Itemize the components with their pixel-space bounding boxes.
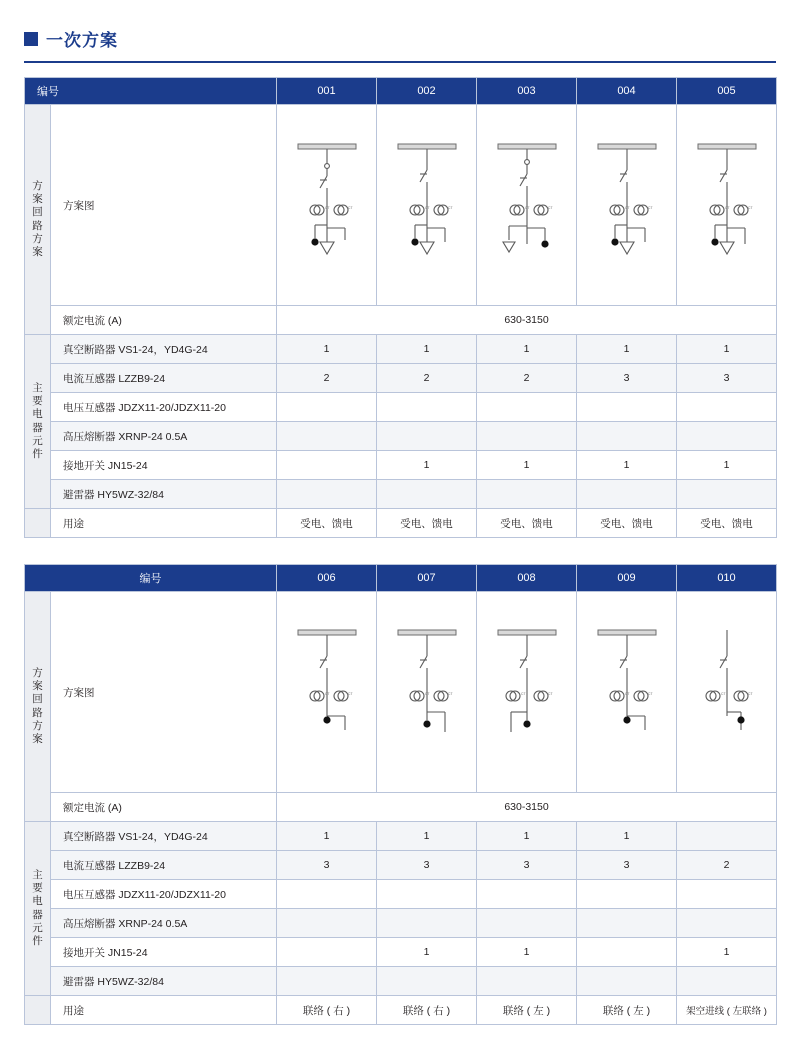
- cell-fuse-001: [277, 422, 377, 451]
- row-label-fuse-2: 高压熔断器 XRNP-24 0.5A: [51, 909, 277, 938]
- svg-text:CT: CT: [747, 691, 753, 696]
- cell-es-008: 1: [477, 938, 577, 967]
- cell-pt-001: [277, 393, 377, 422]
- cell-vcb-004: 1: [577, 335, 677, 364]
- cell-vcb-006: 1: [277, 822, 377, 851]
- row-label-arrester: 避雷器 HY5WZ-32/84: [51, 480, 277, 509]
- table-row: [25, 880, 777, 909]
- side-label-components-2: 主要电器元件: [25, 822, 51, 996]
- cell-pt-007: [377, 880, 477, 909]
- cell-usage-008: 联络 ( 左 ): [477, 996, 577, 1025]
- cell-usage-002: 受电、馈电: [377, 509, 477, 538]
- svg-text:CT: CT: [347, 691, 353, 696]
- cell-vcb-008: 1: [477, 822, 577, 851]
- cell-vcb-005: 1: [677, 335, 777, 364]
- cell-arr-009: [577, 967, 677, 996]
- cell-ct-003: 2: [477, 364, 577, 393]
- rated-current-value-2: 630-3150: [277, 793, 777, 822]
- cell-arr-006: [277, 967, 377, 996]
- row-label-usage-2: 用途: [51, 996, 277, 1025]
- scheme-diagram-row: [25, 105, 777, 306]
- header-code-005: 005: [677, 78, 777, 105]
- diagram-008: [477, 592, 577, 793]
- cell-usage-009: 联络 ( 左 ): [577, 996, 677, 1025]
- diagram-003: [477, 105, 577, 306]
- cell-vcb-007: 1: [377, 822, 477, 851]
- svg-text:CT: CT: [424, 206, 430, 210]
- row-label-earthing-switch-2: 接地开关 JN15-24: [51, 938, 277, 967]
- svg-text:CT: CT: [324, 206, 330, 210]
- cell-pt-010: [677, 880, 777, 909]
- cell-arr-003: [477, 480, 577, 509]
- row-label-vcb-2: 真空断路器 VS1-24，YD4G-24: [51, 822, 277, 851]
- row-label-ct: 电流互感器 LZZB9-24: [51, 364, 277, 393]
- usage-row-2: [25, 996, 777, 1025]
- table-row: [25, 967, 777, 996]
- cell-arr-010: [677, 967, 777, 996]
- cell-vcb-010: [677, 822, 777, 851]
- cell-es-005: 1: [677, 451, 777, 480]
- page-title-row: [24, 0, 776, 61]
- title-marker-icon: [24, 32, 38, 46]
- svg-text:CT: CT: [724, 206, 730, 210]
- svg-text:CT: CT: [624, 206, 630, 210]
- cell-usage-001: 受电、馈电: [277, 509, 377, 538]
- scheme-table-1: [24, 77, 777, 538]
- table-row: [25, 822, 777, 851]
- svg-text:CT: CT: [547, 206, 553, 210]
- cell-vcb-009: 1: [577, 822, 677, 851]
- svg-text:CT: CT: [520, 691, 526, 696]
- svg-text:CT: CT: [447, 691, 453, 696]
- cell-fuse-005: [677, 422, 777, 451]
- header-code-001: 001: [277, 78, 377, 105]
- svg-text:CT: CT: [424, 691, 430, 696]
- table-header-row: [25, 78, 777, 105]
- svg-text:CT: CT: [720, 691, 726, 696]
- cell-vcb-002: 1: [377, 335, 477, 364]
- header-code-006: 006: [277, 565, 377, 592]
- svg-text:CT: CT: [447, 206, 453, 210]
- cell-arr-008: [477, 967, 577, 996]
- table-row: [25, 393, 777, 422]
- scheme-table-2: [24, 564, 777, 1025]
- header-code-008: 008: [477, 565, 577, 592]
- page-title: 一次方案: [46, 31, 118, 50]
- header-code-003: 003: [477, 78, 577, 105]
- table-row: [25, 480, 777, 509]
- cell-ct-005: 3: [677, 364, 777, 393]
- cell-es-002: 1: [377, 451, 477, 480]
- diagram-010: [677, 592, 777, 793]
- cell-pt-003: [477, 393, 577, 422]
- title-divider: [24, 61, 776, 63]
- cell-arr-002: [377, 480, 477, 509]
- cell-vcb-003: 1: [477, 335, 577, 364]
- row-label-vcb: 真空断路器 VS1-24，YD4G-24: [51, 335, 277, 364]
- cell-fuse-009: [577, 909, 677, 938]
- header-code-label-2: 编号: [25, 565, 277, 592]
- rated-current-value: 630-3150: [277, 306, 777, 335]
- cell-pt-008: [477, 880, 577, 909]
- cell-fuse-004: [577, 422, 677, 451]
- side-label-scheme: 方案回路方案: [25, 105, 51, 335]
- row-label-usage: 用途: [51, 509, 277, 538]
- cell-es-009: [577, 938, 677, 967]
- cell-fuse-007: [377, 909, 477, 938]
- cell-usage-004: 受电、馈电: [577, 509, 677, 538]
- cell-ct-001: 2: [277, 364, 377, 393]
- rated-current-row: [25, 306, 777, 335]
- cell-usage-006: 联络 ( 右 ): [277, 996, 377, 1025]
- svg-text:CT: CT: [547, 691, 553, 696]
- row-label-arrester-2: 避雷器 HY5WZ-32/84: [51, 967, 277, 996]
- cell-ct-009: 3: [577, 851, 677, 880]
- header-code-label: 编号: [25, 78, 277, 105]
- row-label-rated-current: 额定电流 (A): [51, 306, 277, 335]
- cell-fuse-003: [477, 422, 577, 451]
- cell-arr-005: [677, 480, 777, 509]
- cell-pt-002: [377, 393, 477, 422]
- cell-ct-002: 2: [377, 364, 477, 393]
- cell-ct-008: 3: [477, 851, 577, 880]
- table-row: [25, 422, 777, 451]
- row-label-fuse: 高压熔断器 XRNP-24 0.5A: [51, 422, 277, 451]
- cell-ct-010: 2: [677, 851, 777, 880]
- diagram-009: [577, 592, 677, 793]
- cell-pt-006: [277, 880, 377, 909]
- cell-es-001: [277, 451, 377, 480]
- cell-es-010: 1: [677, 938, 777, 967]
- side-label-scheme-2: 方案回路方案: [25, 592, 51, 822]
- row-label-pt-2: 电压互感器 JDZX11-20/JDZX11-20: [51, 880, 277, 909]
- cell-es-004: 1: [577, 451, 677, 480]
- cell-es-006: [277, 938, 377, 967]
- svg-text:CT: CT: [624, 691, 630, 696]
- cell-ct-004: 3: [577, 364, 677, 393]
- side-label-empty-2: [25, 996, 51, 1025]
- svg-text:CT: CT: [647, 206, 653, 210]
- side-label-components: 主要电器元件: [25, 335, 51, 509]
- cell-usage-005: 受电、馈电: [677, 509, 777, 538]
- cell-usage-003: 受电、馈电: [477, 509, 577, 538]
- diagram-004: [577, 105, 677, 306]
- header-code-004: 004: [577, 78, 677, 105]
- usage-row: [25, 509, 777, 538]
- header-code-007: 007: [377, 565, 477, 592]
- cell-pt-005: [677, 393, 777, 422]
- table-row: [25, 335, 777, 364]
- svg-text:CT: CT: [747, 206, 753, 210]
- side-label-empty: [25, 509, 51, 538]
- table-gap: [24, 538, 776, 564]
- cell-fuse-006: [277, 909, 377, 938]
- row-label-ct-2: 电流互感器 LZZB9-24: [51, 851, 277, 880]
- cell-ct-006: 3: [277, 851, 377, 880]
- diagram-007: [377, 592, 477, 793]
- scheme-diagram-row-2: [25, 592, 777, 793]
- table-header-row-2: [25, 565, 777, 592]
- header-code-010: 010: [677, 565, 777, 592]
- cell-pt-004: [577, 393, 677, 422]
- table-row: [25, 909, 777, 938]
- cell-arr-004: [577, 480, 677, 509]
- cell-ct-007: 3: [377, 851, 477, 880]
- scheme-row-label-2: 方案图: [51, 592, 277, 793]
- cell-pt-009: [577, 880, 677, 909]
- cell-usage-010: 架空进线 ( 左联络 ): [677, 996, 777, 1025]
- cell-fuse-010: [677, 909, 777, 938]
- diagram-002: [377, 105, 477, 306]
- header-code-002: 002: [377, 78, 477, 105]
- table-row: [25, 364, 777, 393]
- svg-text:CT: CT: [347, 206, 353, 210]
- diagram-001: [277, 105, 377, 306]
- rated-current-row-2: [25, 793, 777, 822]
- svg-text:CT: CT: [524, 206, 530, 210]
- scheme-row-label: 方案图: [51, 105, 277, 306]
- row-label-rated-current-2: 额定电流 (A): [51, 793, 277, 822]
- table-row: [25, 938, 777, 967]
- table-row: [25, 451, 777, 480]
- cell-es-003: 1: [477, 451, 577, 480]
- diagram-005: [677, 105, 777, 306]
- svg-text:CT: CT: [324, 691, 330, 696]
- cell-arr-007: [377, 967, 477, 996]
- cell-fuse-002: [377, 422, 477, 451]
- table-row: [25, 851, 777, 880]
- cell-usage-007: 联络 ( 右 ): [377, 996, 477, 1025]
- cell-arr-001: [277, 480, 377, 509]
- diagram-006: [277, 592, 377, 793]
- cell-fuse-008: [477, 909, 577, 938]
- row-label-pt: 电压互感器 JDZX11-20/JDZX11-20: [51, 393, 277, 422]
- row-label-earthing-switch: 接地开关 JN15-24: [51, 451, 277, 480]
- header-code-009: 009: [577, 565, 677, 592]
- cell-es-007: 1: [377, 938, 477, 967]
- cell-vcb-001: 1: [277, 335, 377, 364]
- svg-text:CT: CT: [647, 691, 653, 696]
